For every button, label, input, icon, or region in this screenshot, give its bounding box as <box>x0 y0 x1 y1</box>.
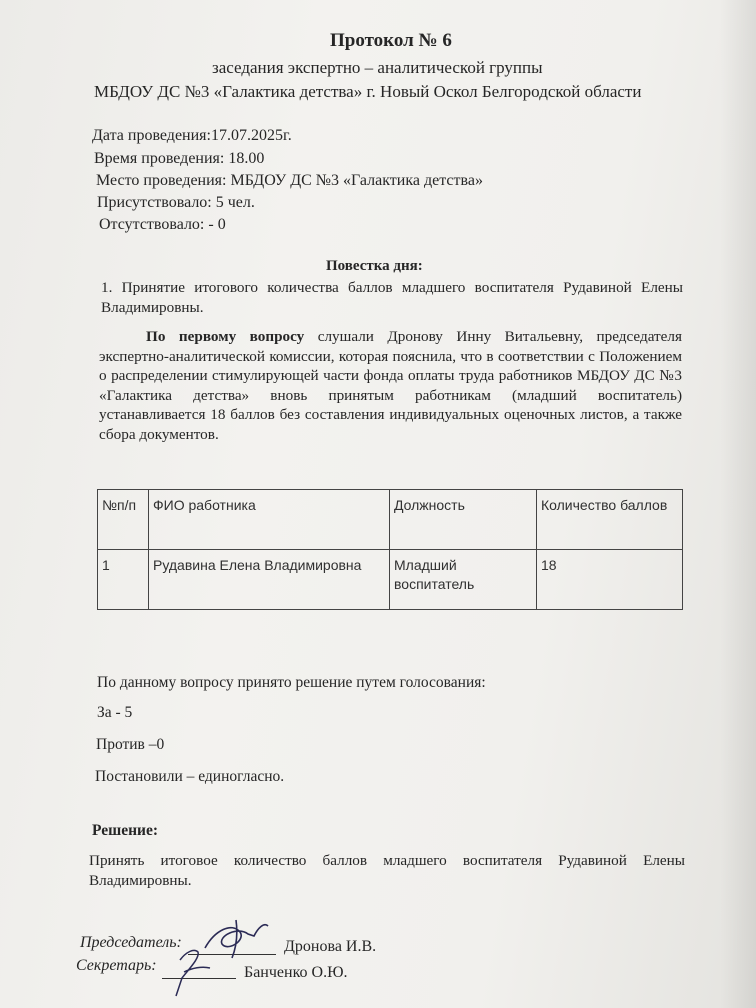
agenda-item: 1. Принятие итогового количества баллов младшего воспитателя Рудавиной Елены Владимировны. <box>101 279 683 316</box>
cell-position: Младший воспитатель <box>390 550 537 610</box>
meeting-place: Место проведения: МБДОУ ДС №3 «Галактика детства» <box>96 172 483 189</box>
vote-against: Против –0 <box>96 736 165 753</box>
secretary-name: Банченко О.Ю. <box>244 964 348 981</box>
document-title: Протокол № 6 <box>330 30 452 51</box>
agenda-heading: Повестка дня: <box>326 258 423 274</box>
meeting-date: Дата проведения:17.07.2025г. <box>92 127 292 144</box>
header-cell-number: №п/п <box>98 490 149 550</box>
secretary-signature-mark <box>176 950 210 996</box>
cell-number: 1 <box>98 550 149 610</box>
vote-intro: По данному вопросу принято решение путем голосования: <box>97 674 486 691</box>
present-count: Присутствовало: 5 чел. <box>97 194 255 211</box>
cell-score: 18 <box>537 550 683 610</box>
chair-signature-mark <box>205 920 268 958</box>
vote-for: За - 5 <box>97 704 133 721</box>
chair-name: Дронова И.В. <box>284 938 377 955</box>
cell-name: Рудавина Елена Владимировна <box>149 550 390 610</box>
meeting-time: Время проведения: 18.00 <box>94 150 265 167</box>
header-cell-name: ФИО работника <box>149 490 390 550</box>
absent-count: Отсутствовало: - 0 <box>99 216 226 233</box>
document-subtitle: заседания экспертно – аналитической группы <box>212 58 543 77</box>
chair-label: Председатель: <box>80 934 182 951</box>
secretary-label: Секретарь: <box>76 957 157 974</box>
header-cell-score: Количество баллов <box>537 490 683 550</box>
discussion-text: слушали Дронову Инну Витальевну, председателя экспертно-аналитической комиссии, которая пояснила, что в соответствии с Положением о распределении стимулирующей части фонда оплаты труда работников МБДОУ ДС №3 «Галактика детства» вновь принятым работникам (младший воспитатель) устанавливается 18 баллов без составления индивидуальных оценочных листов, а также сбора документов. <box>99 328 682 443</box>
decision-heading: Решение: <box>92 822 159 839</box>
decision-text: Принять итоговое количество баллов младшего воспитателя Рудавиной Елены Владимировны. <box>89 852 685 889</box>
organization-name: МБДОУ ДС №3 «Галактика детства» г. Новый Оскол Белгородской области <box>94 82 642 101</box>
vote-result: Постановили – единогласно. <box>95 768 285 785</box>
discussion-lead: По первому вопросу <box>146 328 305 345</box>
header-cell-position: Должность <box>390 490 537 550</box>
